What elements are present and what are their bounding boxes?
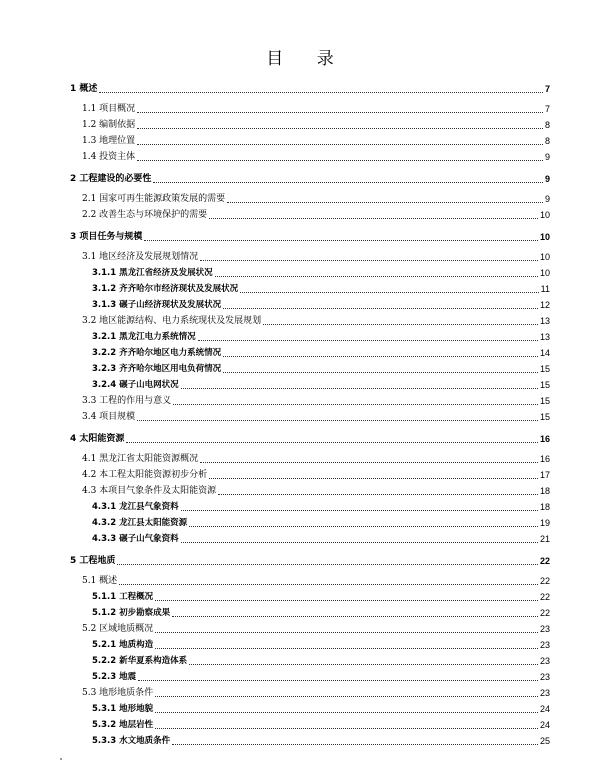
dot-leader bbox=[209, 478, 538, 479]
toc-entry[interactable] bbox=[82, 118, 550, 132]
dot-leader bbox=[198, 340, 538, 341]
toc-entry-title: 1.3 地理位置 bbox=[82, 136, 136, 146]
toc-page-number: 13 bbox=[539, 332, 550, 342]
toc-entry-title: 3.2.2 齐齐哈尔地区电力系统情况 bbox=[92, 348, 222, 358]
toc-entry-title: 3.2 地区能源结构、电力系统现状及发展规划 bbox=[82, 316, 262, 326]
toc-page-number: 18 bbox=[539, 502, 550, 512]
toc-page-number: 19 bbox=[539, 518, 550, 528]
dot-leader bbox=[117, 564, 538, 565]
toc-page-number: 12 bbox=[539, 300, 550, 310]
toc-entry-title: 3.2.4 碾子山电网状况 bbox=[92, 380, 179, 390]
toc-page-number: 23 bbox=[539, 656, 550, 666]
toc-entry[interactable] bbox=[82, 314, 550, 328]
toc-entry[interactable] bbox=[82, 484, 550, 498]
toc-entry[interactable] bbox=[82, 622, 550, 636]
toc-entry-title: 3.1.2 齐齐哈尔市经济现状及发展状况 bbox=[92, 284, 239, 294]
toc-entry[interactable] bbox=[92, 266, 550, 280]
dot-leader bbox=[209, 218, 538, 219]
toc-entry-title: 5.1.2 初步勘察成果 bbox=[92, 608, 171, 618]
toc-entry-title: 3.3 工程的作用与意义 bbox=[82, 396, 172, 406]
toc-entry-title: 3.1.1 黑龙江省经济及发展状况 bbox=[92, 268, 213, 278]
toc-entry-title: 5.2.3 地震 bbox=[92, 672, 137, 682]
toc-entry-title: 4 太阳能资源 bbox=[70, 434, 125, 444]
toc-page-number: 7 bbox=[544, 84, 550, 94]
toc-entry-title: 3.2.1 黑龙江电力系统情况 bbox=[92, 332, 196, 342]
toc-page-number: 18 bbox=[539, 486, 550, 496]
toc-page-number: 22 bbox=[539, 556, 550, 566]
toc-page-number: 9 bbox=[544, 174, 550, 184]
toc-entry-title: 5.3.3 水文地质条件 bbox=[92, 736, 171, 746]
dot-leader bbox=[189, 664, 538, 665]
toc-entry-title: 4.3.3 碾子山气象资料 bbox=[92, 534, 179, 544]
dot-leader bbox=[181, 388, 538, 389]
toc-page-number: 22 bbox=[539, 608, 550, 618]
toc-entry-title: 1.1 项目概况 bbox=[82, 104, 136, 114]
toc-entry-title: 4.1 黑龙江省太阳能资源概况 bbox=[82, 454, 199, 464]
toc-page-number: 10 bbox=[539, 210, 550, 220]
toc-page-number: 8 bbox=[544, 120, 550, 130]
toc-entry[interactable] bbox=[92, 500, 550, 514]
dot-leader bbox=[215, 276, 538, 277]
dot-leader bbox=[119, 584, 538, 585]
dot-leader bbox=[240, 292, 538, 293]
dot-leader bbox=[126, 442, 538, 443]
dot-leader bbox=[153, 182, 543, 183]
toc-entry[interactable] bbox=[82, 394, 550, 408]
toc-page-number: 8 bbox=[544, 136, 550, 146]
toc-entry-title: 1 概述 bbox=[70, 84, 98, 94]
toc-entry-title: 5.3.1 地形地貌 bbox=[92, 704, 154, 714]
toc-entry[interactable] bbox=[82, 452, 550, 466]
toc-entry-title: 1.2 编制依据 bbox=[82, 120, 136, 130]
toc-entry-title: 5 工程地质 bbox=[70, 556, 116, 566]
toc-entry[interactable] bbox=[70, 432, 550, 446]
toc-page-number: 17 bbox=[539, 470, 550, 480]
toc-page-number: 16 bbox=[539, 454, 550, 464]
toc-page-number: 14 bbox=[539, 348, 550, 358]
toc-entry[interactable] bbox=[92, 654, 550, 668]
dot-leader bbox=[155, 696, 538, 697]
toc-page-number: 10 bbox=[539, 252, 550, 262]
toc-entry[interactable] bbox=[92, 298, 550, 312]
dot-leader bbox=[99, 92, 543, 93]
toc-entry[interactable] bbox=[82, 410, 550, 424]
toc-entry[interactable] bbox=[82, 574, 550, 588]
toc-entry[interactable] bbox=[92, 282, 550, 296]
toc-entry[interactable] bbox=[92, 638, 550, 652]
toc-page-number: 21 bbox=[539, 534, 550, 544]
toc-entry-title: 3.1.3 碾子山经济现状及发展状况 bbox=[92, 300, 222, 310]
toc-entry[interactable] bbox=[92, 346, 550, 360]
toc-entry-title: 3.1 地区经济及发展规划情况 bbox=[82, 252, 199, 262]
toc-entry-title: 4.3.1 龙江县气象资料 bbox=[92, 502, 179, 512]
toc-page-number: 13 bbox=[539, 316, 550, 326]
dot-leader bbox=[173, 404, 538, 405]
toc-entry-title: 5.2.1 地质构造 bbox=[92, 640, 154, 650]
dot-leader bbox=[155, 600, 538, 601]
toc-entry-title: 5.3.2 地层岩性 bbox=[92, 720, 154, 730]
dot-leader bbox=[227, 202, 543, 203]
toc-entry[interactable] bbox=[92, 670, 550, 684]
toc-entry-title: 2 工程建设的必要性 bbox=[70, 174, 152, 184]
toc-entry[interactable] bbox=[92, 330, 550, 344]
dot-leader bbox=[137, 160, 543, 161]
dot-leader bbox=[189, 526, 538, 527]
toc-page-number: 23 bbox=[539, 624, 550, 634]
toc-entry[interactable] bbox=[92, 532, 550, 546]
toc-entry[interactable] bbox=[70, 554, 550, 568]
dot-leader bbox=[155, 632, 538, 633]
toc-entry[interactable] bbox=[70, 230, 550, 244]
toc-entry-title: 5.3 地形地质条件 bbox=[82, 688, 154, 698]
toc-page-number: 23 bbox=[539, 640, 550, 650]
dot-leader bbox=[138, 680, 538, 681]
toc-page-number: 23 bbox=[539, 672, 550, 682]
dot-leader bbox=[155, 648, 538, 649]
toc-entry[interactable] bbox=[92, 734, 550, 748]
dot-leader bbox=[200, 260, 538, 261]
dot-leader bbox=[137, 112, 543, 113]
dot-leader bbox=[181, 542, 538, 543]
dot-leader bbox=[137, 144, 543, 145]
page-mark bbox=[60, 758, 62, 760]
dot-leader bbox=[200, 462, 538, 463]
toc-page-number: 24 bbox=[539, 720, 550, 730]
toc-entry[interactable] bbox=[70, 82, 550, 96]
toc-entry[interactable] bbox=[82, 468, 550, 482]
toc-entry[interactable] bbox=[82, 208, 550, 222]
toc-page-number: 15 bbox=[539, 364, 550, 374]
toc-entry-title: 5.2.2 新华夏系构造体系 bbox=[92, 656, 188, 666]
toc-entry[interactable] bbox=[70, 172, 550, 186]
toc-page-number: 25 bbox=[539, 736, 550, 746]
toc-page-number: 22 bbox=[539, 576, 550, 586]
toc-page-number: 15 bbox=[539, 380, 550, 390]
toc-page-number: 15 bbox=[539, 396, 550, 406]
dot-leader bbox=[223, 356, 538, 357]
dot-leader bbox=[181, 510, 538, 511]
dot-leader bbox=[172, 616, 538, 617]
toc-entry-title: 3.2.3 齐齐哈尔地区用电负荷情况 bbox=[92, 364, 222, 374]
toc-page-number: 10 bbox=[539, 268, 550, 278]
toc-entry[interactable] bbox=[92, 718, 550, 732]
dot-leader bbox=[263, 324, 538, 325]
toc-entry-title: 4.3.2 龙江县太阳能资源 bbox=[92, 518, 188, 528]
toc-entry-title: 5.1.1 工程概况 bbox=[92, 592, 154, 602]
toc-entry-title: 4.2 本工程太阳能资源初步分析 bbox=[82, 470, 208, 480]
toc-entry[interactable] bbox=[92, 702, 550, 716]
toc-entry[interactable] bbox=[92, 590, 550, 604]
dot-leader bbox=[144, 240, 538, 241]
toc-page-number: 7 bbox=[544, 104, 550, 114]
toc-entry-title: 3 项目任务与规模 bbox=[70, 232, 143, 242]
toc-entry-title: 1.4 投资主体 bbox=[82, 152, 136, 162]
page-title: 目 录 bbox=[266, 49, 348, 69]
toc-page-number: 16 bbox=[539, 434, 550, 444]
toc-entry-title: 5.1 概述 bbox=[82, 576, 118, 586]
dot-leader bbox=[218, 494, 538, 495]
toc-entry[interactable] bbox=[92, 362, 550, 376]
toc-page-number: 23 bbox=[539, 688, 550, 698]
toc-page-number: 9 bbox=[544, 152, 550, 162]
toc-page-number: 10 bbox=[539, 232, 550, 242]
toc-entry[interactable] bbox=[92, 516, 550, 530]
dot-leader bbox=[137, 128, 543, 129]
toc-entry-title: 4.3 本项目气象条件及太阳能资源 bbox=[82, 486, 217, 496]
toc-page-number: 24 bbox=[539, 704, 550, 714]
toc-entry[interactable] bbox=[82, 192, 550, 206]
dot-leader bbox=[172, 744, 538, 745]
toc-entry[interactable] bbox=[82, 134, 550, 148]
toc-page-number: 9 bbox=[544, 194, 550, 204]
toc-entry-title: 5.2 区域地质概况 bbox=[82, 624, 154, 634]
toc-entry-title: 2.2 改善生态与环境保护的需要 bbox=[82, 210, 208, 220]
toc-entry[interactable] bbox=[82, 250, 550, 264]
toc-entry-title: 3.4 项目规模 bbox=[82, 412, 136, 422]
toc-page-number: 22 bbox=[539, 592, 550, 602]
toc-entry[interactable] bbox=[82, 150, 550, 164]
toc-entry-title: 2.1 国家可再生能源政策发展的需要 bbox=[82, 194, 226, 204]
dot-leader bbox=[155, 728, 538, 729]
toc-entry[interactable] bbox=[92, 378, 550, 392]
toc-page-number: 11 bbox=[540, 284, 550, 294]
dot-leader bbox=[223, 308, 538, 309]
dot-leader bbox=[155, 712, 538, 713]
toc-entry[interactable] bbox=[92, 606, 550, 620]
toc-entry[interactable] bbox=[82, 102, 550, 116]
dot-leader bbox=[137, 420, 538, 421]
toc-page-number: 15 bbox=[539, 412, 550, 422]
dot-leader bbox=[223, 372, 538, 373]
toc-entry[interactable] bbox=[82, 686, 550, 700]
